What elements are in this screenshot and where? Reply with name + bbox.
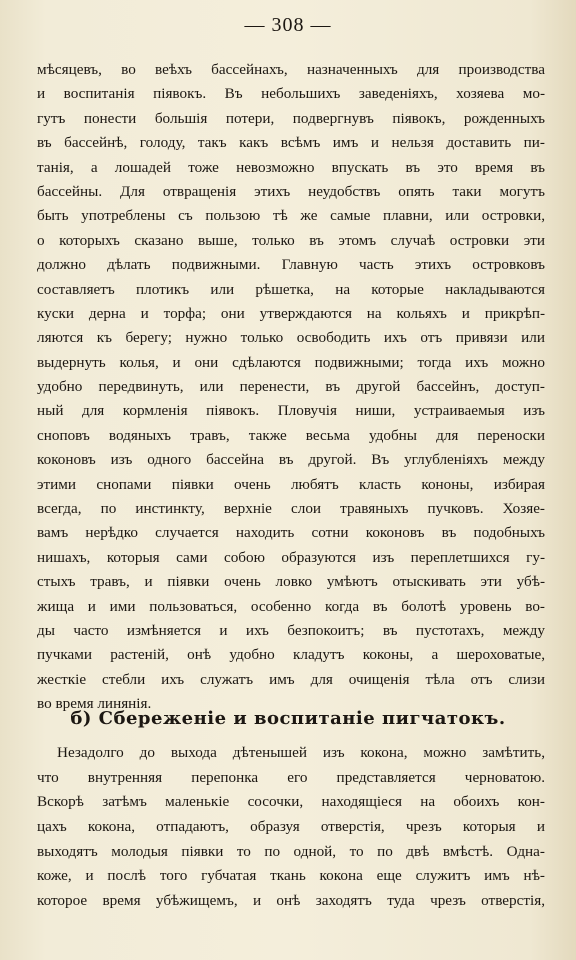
text-line: въ бассейнѣ, голоду, такъ какъ всѣмъ имъ и нельзя доставить пи- <box>37 134 545 152</box>
text-line: танія, а лошадей тоже невозможно впускать въ это время въ <box>37 158 545 176</box>
text-line: ляются къ берегу; нужно только освободить ихъ отъ привязи или <box>37 329 545 347</box>
text-line: гутъ понести большія потери, подвергнувъ піявокъ, рожденныхъ <box>37 109 545 127</box>
text-line: ный для кормленія піявокъ. Пловучія ниши, устраиваемыя изъ <box>37 402 545 420</box>
text-line: жесткіе стебли ихъ служатъ имъ для очищенія тѣла отъ слизи <box>37 670 545 688</box>
text-line: стыхъ травъ, и піявки очень ловко умѣютъ отыскивать эти убѣ- <box>37 573 545 591</box>
text-line: Вскорѣ затѣмъ маленькіе сосочки, находящіеся на обоихъ кон- <box>37 793 545 811</box>
text-line: коже, и послѣ того губчатая ткань кокона еще служитъ имъ нѣ- <box>37 867 545 885</box>
text-line: этими снопами піявки очень любятъ класть кононы, избирая <box>37 475 545 493</box>
text-line: выходятъ молодыя піявки то по одной, то по двѣ вмѣстѣ. Одна- <box>37 842 545 860</box>
text-line: должно дѣлать подвижными. Главную часть этихъ островковъ <box>37 256 545 274</box>
text-line: о которыхъ сказано выше, только въ этомъ случаѣ островки эти <box>37 231 545 249</box>
text-line: Незадолго до выхода дѣтенышей изъ кокона, можно замѣтить, <box>57 744 545 761</box>
text-line: которое время убѣжищемъ, и онѣ заходятъ туда чрезъ отверстія, <box>37 892 545 910</box>
text-line: ды часто измѣняется и ихъ безпокоитъ; въ пустотахъ, между <box>37 621 545 639</box>
text-line: бассейны. Для отвращенія этихъ неудобствъ опять таки могутъ <box>37 182 545 200</box>
text-line: всегда, по инстинкту, верхніе слои травяныхъ пучковъ. Хозяе- <box>37 500 545 518</box>
section-heading: б) Сбереженіе и воспитаніе пигчатокъ. <box>70 708 506 729</box>
text-line: жища и ими пользоваться, особенно когда въ болотѣ уровень во- <box>37 597 545 615</box>
body-paragraph-1 <box>37 58 545 717</box>
text-line: цахъ кокона, отпадаютъ, образуя отверстія, чрезъ которыя и <box>37 818 545 836</box>
text-line: составляетъ плотикъ или рѣшетка, на которые накладываются <box>37 280 545 298</box>
text-line: удобно передвинуть, или перенести, въ другой бассейнъ, доступ- <box>37 378 545 396</box>
text-line: быть употреблены съ пользою тѣ же самые плавни, или островки, <box>37 207 545 225</box>
text-line: вамъ нерѣдко случается находить сотни коконовъ въ подобныхъ <box>37 524 545 542</box>
text-line: сноповъ водяныхъ травъ, также весьма удобны для переноски <box>37 426 545 444</box>
text-line: выдернуть колья, и они сдѣлаются подвижными; тогда ихъ можно <box>37 353 545 371</box>
page-number: — 308 — <box>244 14 332 36</box>
text-line: коконовъ изъ одного бассейна въ другой. Въ углубленіяхъ между <box>37 451 545 469</box>
text-line: и воспитанія піявокъ. Въ небольшихъ заведеніяхъ, хозяева мо- <box>37 85 545 103</box>
text-line: пучками растеній, онѣ удобно кладутъ коконы, а шероховатые, <box>37 646 545 664</box>
text-line: мѣсяцевъ, во веѣхъ бассейнахъ, назначенныхъ для производства <box>37 61 545 78</box>
text-line: куски дерна и торфа; они утверждаются на кольяхъ и прикрѣп- <box>37 304 545 322</box>
body-paragraph-2 <box>37 741 545 914</box>
text-line: во время линянія. <box>37 695 152 713</box>
text-line: что внутренняя перепонка его представляется черноватою. <box>37 768 545 786</box>
text-line: нишахъ, которыя сами собою образуются изъ переплетшихся гу- <box>37 548 545 566</box>
